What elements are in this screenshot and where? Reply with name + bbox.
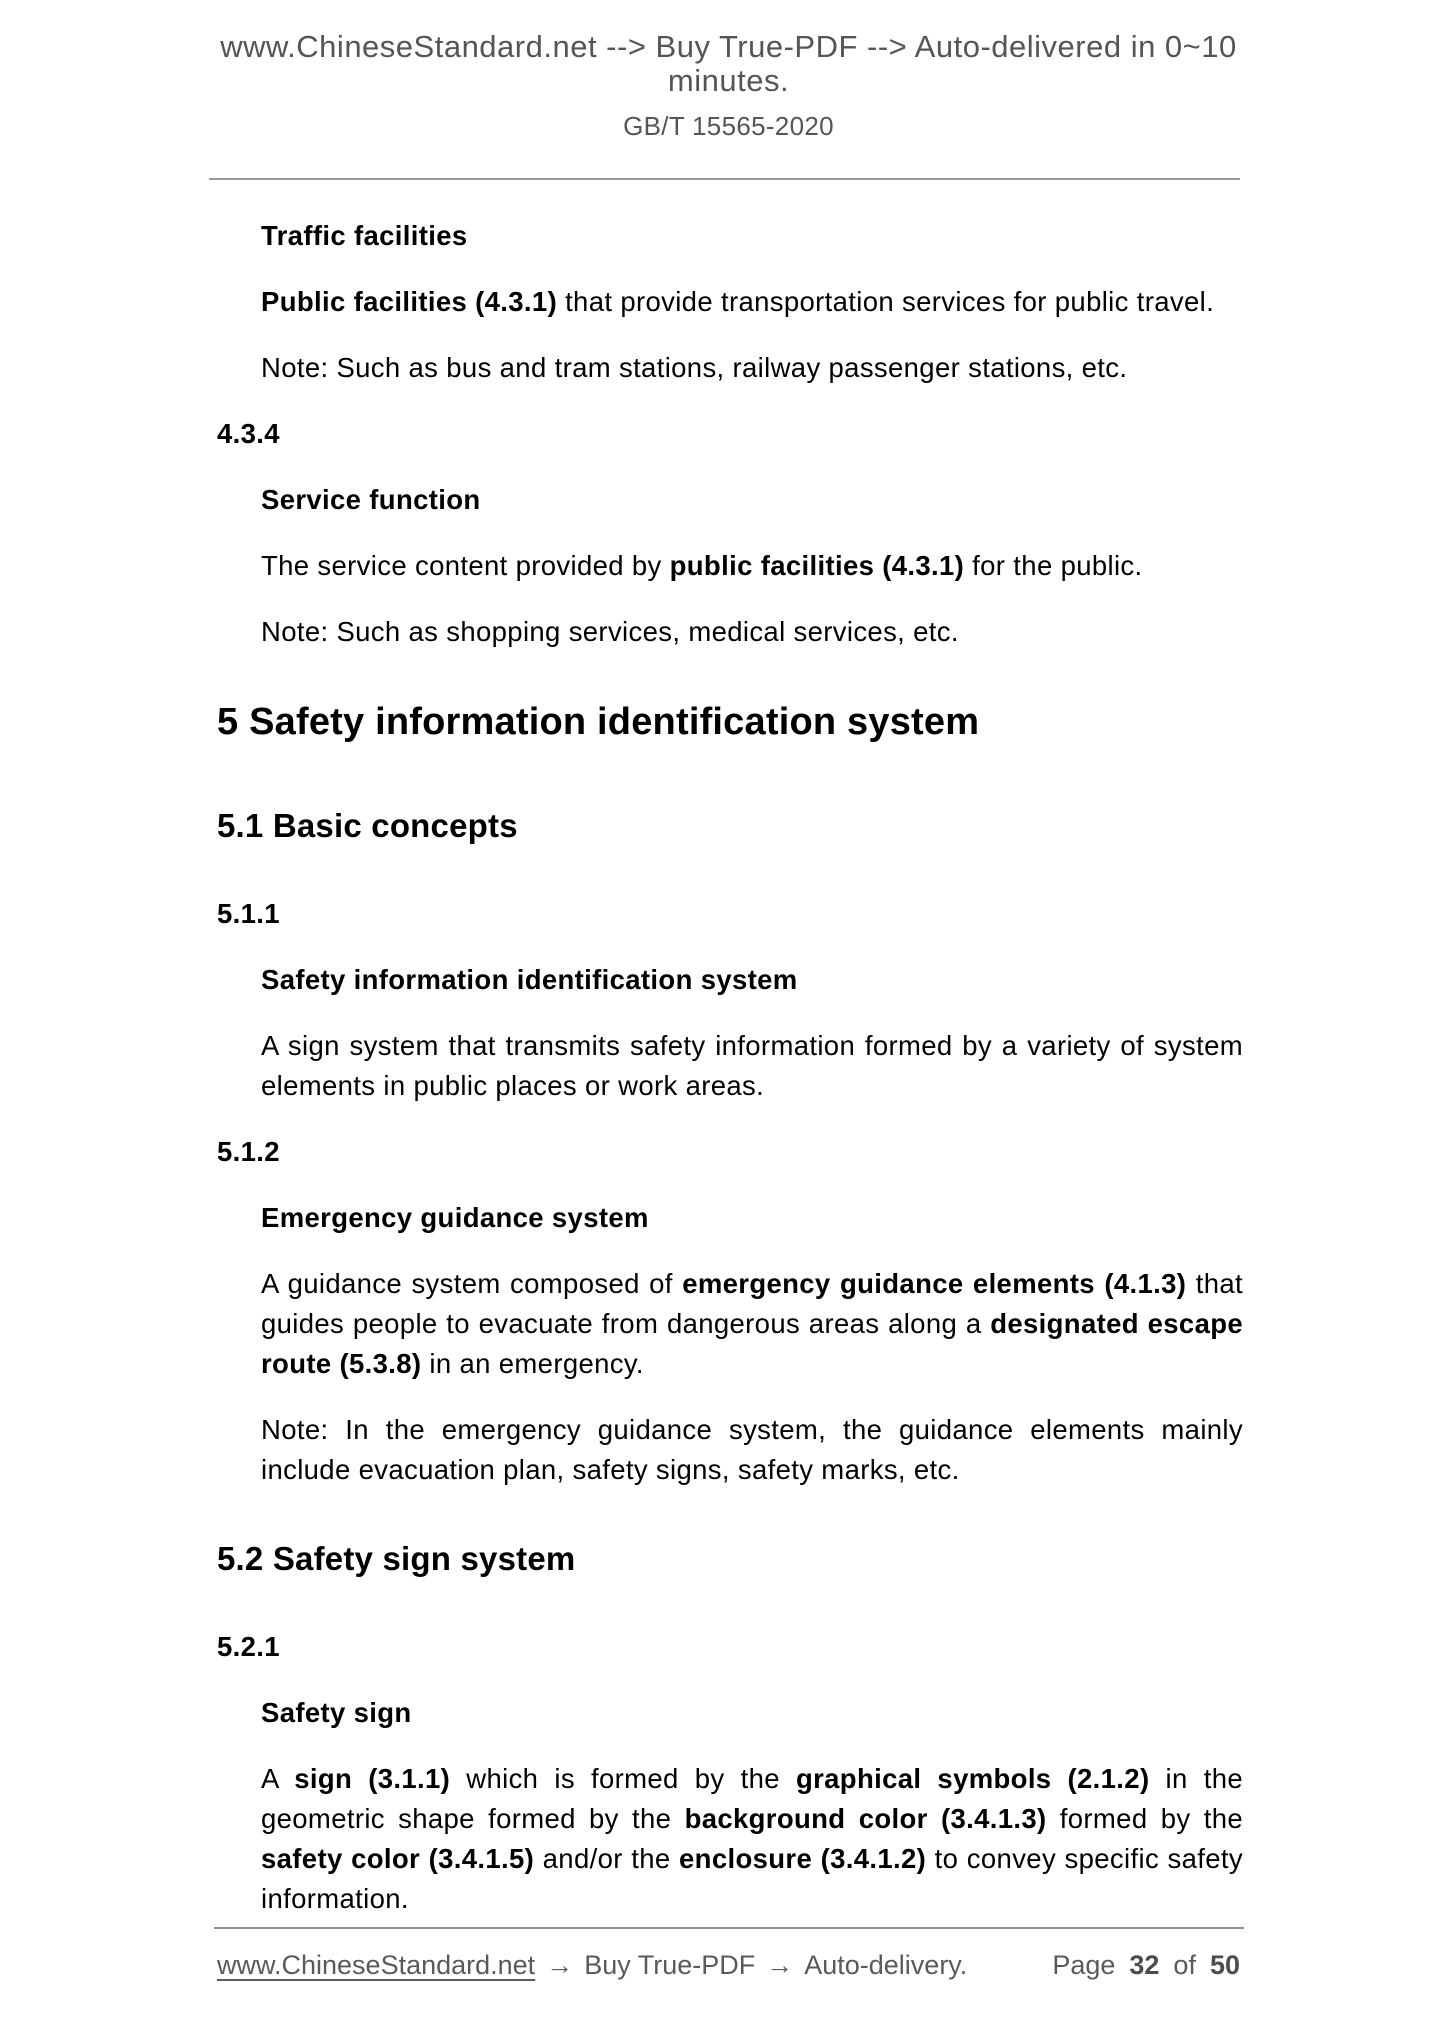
page-indicator [1052,1945,1240,1985]
section-number: 5.1.1 [217,898,280,929]
current-page-number: 32 [1129,1950,1160,1980]
term-title: Traffic facilities [261,220,468,251]
page-footer [217,1945,1240,1985]
note-text: Note: In the emergency guidance system, the guidance elements mainly include evacuation plan, safety signs, safety marks, etc. [261,1414,1243,1485]
document-body [217,180,1244,1919]
definition-paragraph: A guidance system composed of emergency guidance elements (4.1.3) that guides people to evacuate from dangerous areas along a designated escape route (5.3.8) in an emergency. [261,1268,1244,1379]
document-number: GB/T 15565-2020 [623,111,834,141]
of-label: of [1173,1950,1196,1980]
section-heading: 5.2 Safety sign system [217,1540,576,1577]
term-title: Safety information identification system [261,964,798,995]
arrow-icon: → [766,1950,794,1980]
definition-paragraph: A sign system that transmits safety information formed by a variety of system elements in public places or work areas. [261,1030,1243,1101]
footer-divider [214,1927,1244,1929]
term-title: Service function [261,484,481,515]
header-promo-text: www.ChineseStandard.net --> Buy True-PDF --> Auto-delivered in 0~10 minutes. [220,29,1237,98]
section-heading: 5.1 Basic concepts [217,807,518,844]
definition-paragraph: The service content provided by public facilities (4.3.1) for the public. [261,550,1143,581]
footer-delivery-text: Auto-delivery. [804,1950,968,1980]
note-text: Note: Such as bus and tram stations, railway passenger stations, etc. [261,352,1128,383]
arrow-icon: → [546,1950,574,1980]
footer-site-link[interactable]: www.ChineseStandard.net [217,1950,536,1980]
footer-buy-text: Buy True-PDF [584,1950,756,1980]
section-number: 5.1.2 [217,1136,280,1167]
note-text: Note: Such as shopping services, medical services, etc. [261,616,959,647]
footer-promo [217,1945,967,1985]
term-title: Safety sign [261,1697,412,1728]
section-number: 5.2.1 [217,1631,280,1662]
chapter-heading: 5 Safety information identification system [217,701,980,743]
definition-paragraph: Public facilities (4.3.1) that provide transportation services for public travel. [261,286,1215,317]
page-label: Page [1052,1950,1116,1980]
definition-paragraph: A sign (3.1.1) which is formed by the graphical symbols (2.1.2) in the geometric shape formed by the background color (3.4.1.3) formed by the safety color (3.4.1.5) and/or the enclosure (3.4.1.2) to convey specific safety information. [261,1763,1244,1914]
section-number: 4.3.4 [217,418,280,449]
total-page-count: 50 [1209,1950,1240,1980]
term-title: Emergency guidance system [261,1202,649,1233]
